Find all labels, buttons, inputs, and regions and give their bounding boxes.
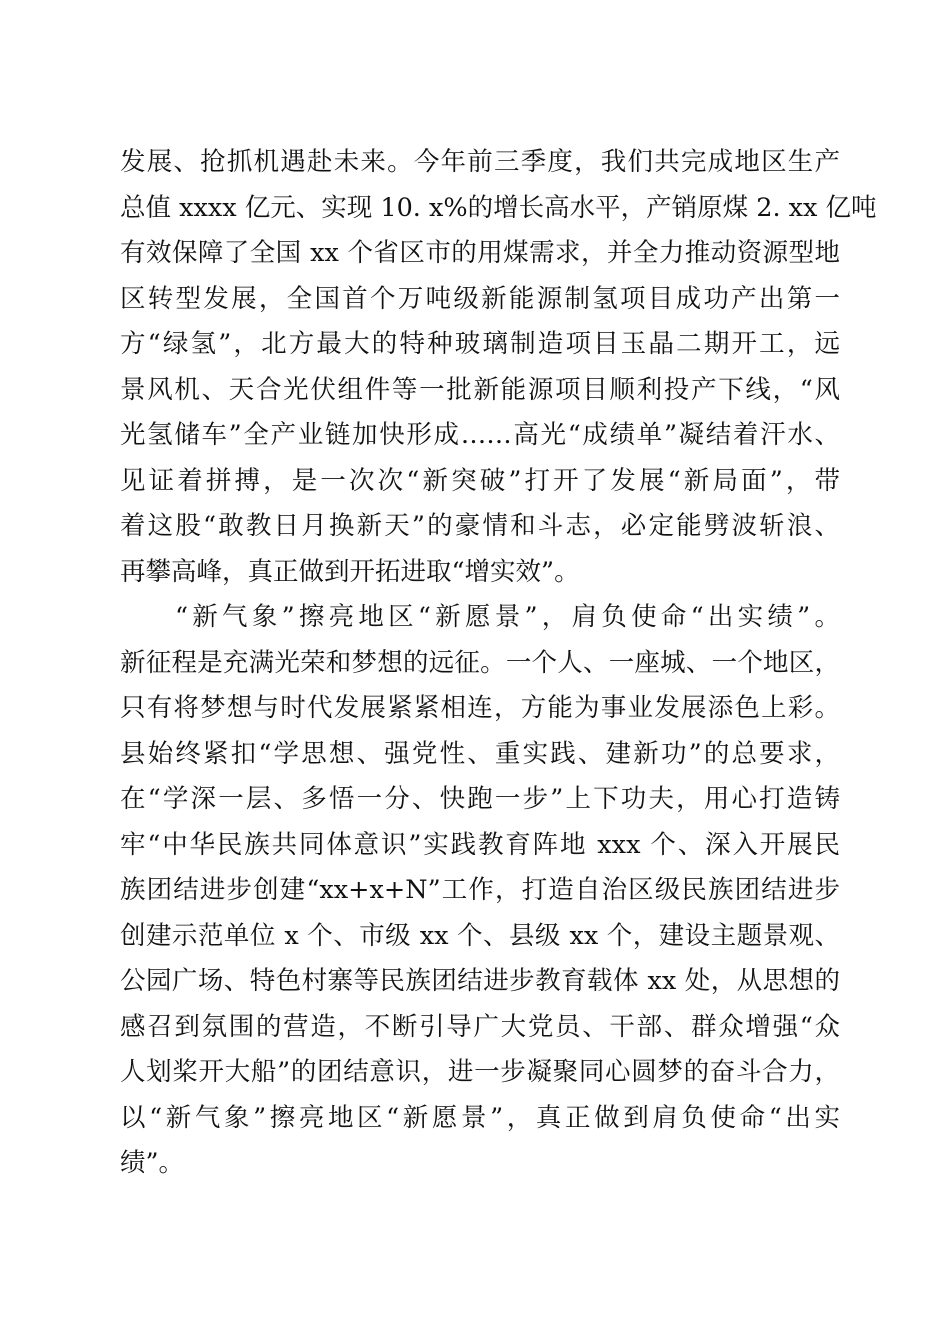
text-line: 感召到氛围的营造，不断引导广大党员、干部、群众增强“众 bbox=[120, 1011, 840, 1042]
text-line: 区转型发展，全国首个万吨级新能源制氢项目成功产出第一 bbox=[120, 283, 840, 314]
text-line: 发展、抢抓机遇赴未来。今年前三季度，我们共完成地区生产 bbox=[120, 147, 840, 177]
text-line: 总值 xxxx 亿元、实现 10. x%的增长高水平，产销原煤 2. xx 亿吨 bbox=[120, 192, 877, 223]
text-line: 方“绿氢”，北方最大的特种玻璃制造项目玉晶二期开工，远 bbox=[120, 329, 840, 359]
text-line: 县始终紧扣“学思想、强党性、重实践、建新功”的总要求， bbox=[120, 738, 840, 769]
text-line: 见证着拼搏，是一次次“新突破”打开了发展“新局面”，带 bbox=[120, 465, 840, 496]
text-line: 景风机、天合光伏组件等一批新能源项目顺利投产下线，“风 bbox=[120, 374, 840, 405]
text-line: 光氢储车”全产业链加快形成……高光“成绩单”凝结着汗水、 bbox=[120, 420, 840, 450]
text-line: 族团结进步创建“xx+x+N”工作，打造自治区级民族团结进步 bbox=[120, 875, 840, 905]
text-line: 创建示范单位 x 个、市级 xx 个、县级 xx 个，建设主题景观、 bbox=[120, 920, 840, 951]
text-line: 着这股“敢教日月换新天”的豪情和斗志，必定能劈波斩浪、 bbox=[120, 511, 840, 541]
text-line: 公园广场、特色村寨等民族团结进步教育载体 xx 处，从思想的 bbox=[120, 966, 840, 996]
text-line: 牢“中华民族共同体意识”实践教育阵地 xxx 个、深入开展民 bbox=[120, 829, 840, 860]
text-line: 只有将梦想与时代发展紧紧相连，方能为事业发展添色上彩。 bbox=[120, 693, 840, 723]
text-line: 在“学深一层、多悟一分、快跑一步”上下功夫，用心打造铸 bbox=[120, 784, 840, 814]
text-line: 以“新气象”擦亮地区“新愿景”，真正做到肩负使命“出实 bbox=[120, 1102, 840, 1133]
paragraph-heading-line: “新气象”擦亮地区“新愿景”，肩负使命“出实绩”。 bbox=[175, 602, 840, 632]
text-line: 再攀高峰，真正做到开拓进取“增实效”。 bbox=[120, 556, 580, 587]
body-text bbox=[120, 140, 877, 1187]
text-line: 人划桨开大船”的团结意识，进一步凝聚同心圆梦的奋斗合力， bbox=[120, 1057, 840, 1087]
text-line: 新征程是充满光荣和梦想的远征。一个人、一座城、一个地区， bbox=[120, 647, 840, 678]
text-line: 有效保障了全国 xx 个省区市的用煤需求，并全力推动资源型地 bbox=[120, 238, 840, 268]
text-line: 绩”。 bbox=[120, 1148, 185, 1178]
